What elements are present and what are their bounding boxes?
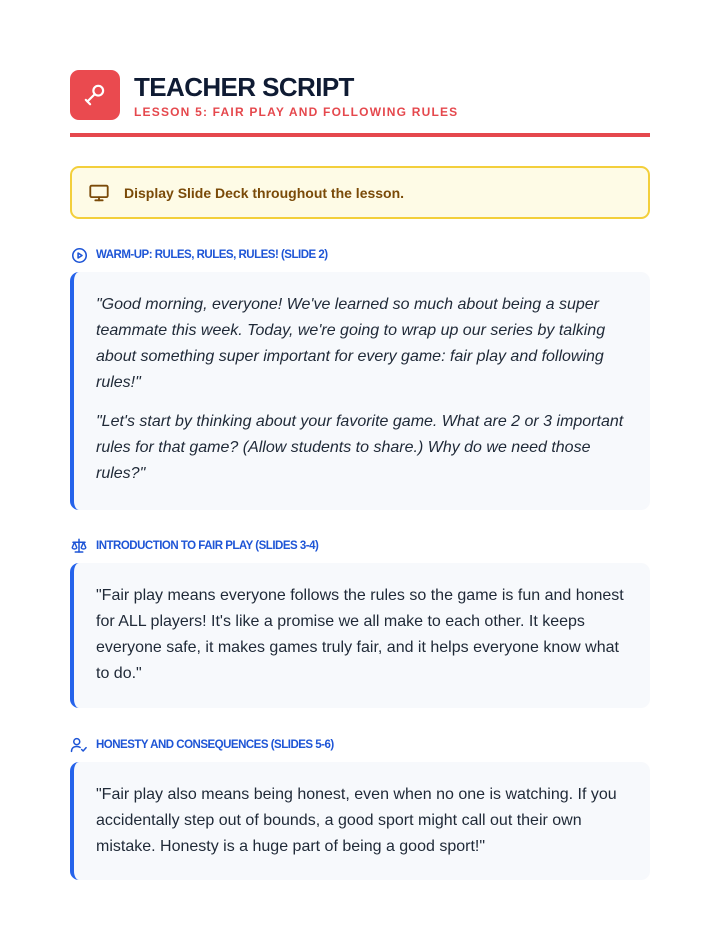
monitor-icon xyxy=(88,182,110,204)
slide-deck-notice xyxy=(70,166,650,219)
section-heading-fair-play: INTRODUCTION TO FAIR PLAY (SLIDES 3-4) xyxy=(70,537,318,555)
script-paragraph: "Fair play also means being honest, even when no one is watching. If you accidentally step out of bounds, a good sport might call out their own mistake. Honesty is a huge part of being a good sport!" xyxy=(96,786,617,855)
page-header xyxy=(70,70,650,137)
whistle-icon xyxy=(70,70,120,120)
page-title: TEACHER SCRIPT xyxy=(134,72,354,102)
script-paragraph: "Good morning, everyone! We've learned so much about being a super teammate this week. Today, we're going to wrap up our series by talking about something super important for every game: fair play and following rules!" xyxy=(96,296,606,391)
section-heading-warm-up: WARM-UP: RULES, RULES, RULES! (SLIDE 2) xyxy=(70,246,328,264)
script-paragraph: "Let's start by thinking about your favorite game. What are 2 or 3 important rules for that game? (Allow students to share.) Why do we need those rules?" xyxy=(96,413,624,482)
notice-text: Display Slide Deck throughout the lesson. xyxy=(124,184,405,201)
script-card-honesty xyxy=(70,762,650,880)
section-heading-honesty: HONESTY AND CONSEQUENCES (SLIDES 5-6) xyxy=(70,736,334,754)
script-card-fair-play xyxy=(70,563,650,708)
script-card-warm-up xyxy=(70,272,650,510)
page-subtitle: LESSON 5: FAIR PLAY AND FOLLOWING RULES xyxy=(134,105,459,119)
play-circle-icon xyxy=(70,246,88,264)
scale-icon xyxy=(70,537,88,555)
script-paragraph: "Fair play means everyone follows the rules so the game is fun and honest for ALL players! It's like a promise we all make to each other. It keeps everyone safe, it makes games truly fair, and it helps everyone know what to do." xyxy=(96,587,624,682)
user-check-icon xyxy=(70,736,88,754)
